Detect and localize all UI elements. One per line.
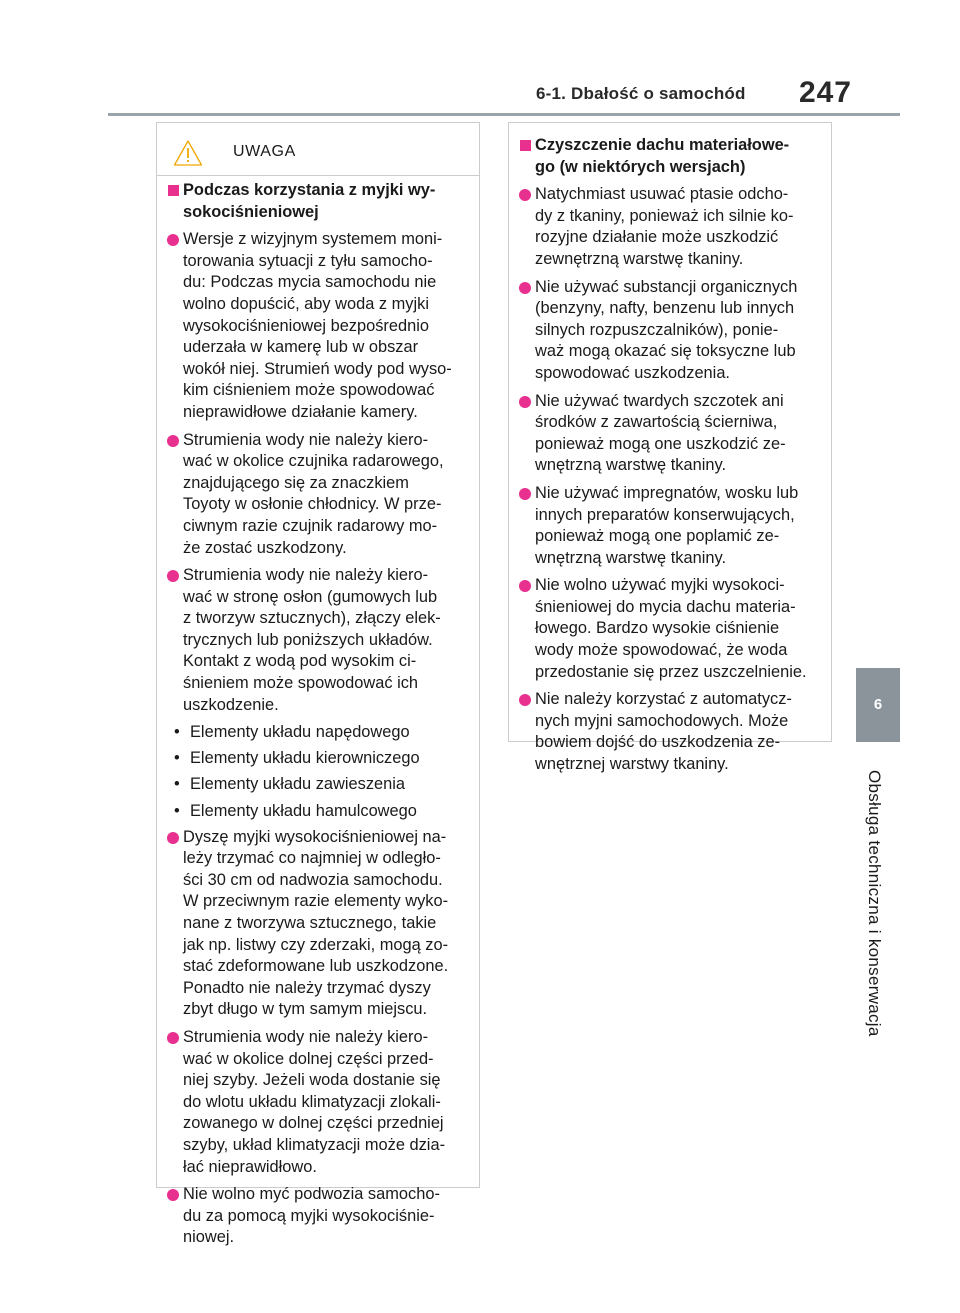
roof-list-item: Natychmiast usuwać ptasie odcho- dy z tkaniny, ponieważ ich silnie ko- rozyjne działanie może uszkodzić zewnętrzną warstwę tkaniny. <box>519 184 825 270</box>
section-title: 6-1. Dbałość o samochód <box>536 84 746 103</box>
warning-list-item: Wersje z wizyjnym systemem moni- torowania sytuacji z tyłu samocho- du: Podczas mycia samochodu nie wolno dopuścić, aby woda z myjki wysokociśnieniowej bezpośrednio uderzała w kamerę lub w obszar wokół niej. Strumień wody pod wyso- kim ciśnieniem może spowodować nieprawidłowe działanie kamery. <box>167 229 473 423</box>
roof-list-item: Nie używać substancji organicznych (benzyny, nafty, benzenu lub innych silnych rozpuszczalników), ponie- waż mogą okazać się toksyczne lub spowodować uszkodzenia. <box>519 277 825 385</box>
component-bullet-item: • Elementy układu napędowego <box>167 722 473 744</box>
warning-list-item: Dyszę myjki wysokociśnieniowej na- leży trzymać co najmniej w odległo- ści 30 cm od nadwozia samochodu. W przeciwnym razie elementy wyko- nane z tworzywa sztucznego, takie jak np. listwy czy zderzaki, mogą zo- stać zdeformowane lub uszkodzone. Ponadto nie należy trzymać dyszy zbyt długo w tym samym miejscu. <box>167 827 473 1021</box>
warning-subheading: Podczas korzystania z myjki wy- sokociśnieniowej <box>167 180 473 223</box>
warning-divider <box>157 175 479 176</box>
warning-list-item: Strumienia wody nie należy kiero- wać w stronę osłon (gumowych lub z tworzyw sztucznych), złączy elek- trycznych lub poniższych układów. Kontakt z wodą pod wysokim ci- śnieniem może spowodować ich uszkodzenie. <box>167 565 473 716</box>
roof-list-item: Nie wolno używać myjki wysokoci- śnieniowej do mycia dachu materia- łowego. Bardzo wysokie ciśnienie wody może spowodować, że woda przedostanie się przez uszczelnienie. <box>519 575 825 683</box>
chapter-tab <box>856 668 900 742</box>
component-bullet-item: • Elementy układu zawieszenia <box>167 774 473 796</box>
warning-list-item: Strumienia wody nie należy kiero- wać w okolice dolnej części przed- niej szyby. Jeżeli woda dostanie się do wlotu układu klimatyzacji zlokali- zowanego w dolnej części przedniej szyby, układ klimatyzacji może dzia- łać nieprawidłowo. <box>167 1027 473 1178</box>
warning-list-item: Nie wolno myć podwozia samocho- du za pomocą myjki wysokociśnie- niowej. <box>167 1184 473 1249</box>
warning-triangle-icon <box>173 139 203 167</box>
roof-cleaning-box <box>508 122 832 774</box>
roof-list-item: Nie używać twardych szczotek ani środków z zawartością ścierniwa, ponieważ mogą one uszkodzić ze- wnętrzną warstwę tkaniny. <box>519 391 825 477</box>
roof-list-item: Nie należy korzystać z automatycz- nych myjni samochodowych. Może bowiem dojść do uszkodzenia ze- wnętrznej warstwy tkaniny. <box>519 689 825 775</box>
warning-content <box>167 180 473 1255</box>
page-number: 247 <box>798 76 852 109</box>
roof-list-item: Nie używać impregnatów, wosku lub innych preparatów konserwujących, ponieważ mogą one poplamić ze- wnętrzną warstwę tkaniny. <box>519 483 825 569</box>
warning-box <box>156 122 480 1247</box>
page-header <box>516 78 852 112</box>
chapter-number: 6 <box>873 696 883 713</box>
warning-title: UWAGA <box>233 143 296 160</box>
component-bullet-item: • Elementy układu hamulcowego <box>167 801 473 823</box>
warning-list-item: Strumienia wody nie należy kiero- wać w okolice czujnika radarowego, znajdującego się za znaczkiem Toyoty w osłonie chłodnicy. W prze- ciwnym razie czujnik radarowy mo- że zostać uszkodzony. <box>167 430 473 560</box>
chapter-title: Obsługa techniczna i konserwacja <box>865 770 884 1037</box>
roof-content <box>519 135 825 782</box>
header-rule <box>108 113 900 116</box>
roof-subheading: Czyszczenie dachu materiałowe- go (w niektórych wersjach) <box>519 135 825 178</box>
component-bullet-item: • Elementy układu kierowniczego <box>167 748 473 770</box>
